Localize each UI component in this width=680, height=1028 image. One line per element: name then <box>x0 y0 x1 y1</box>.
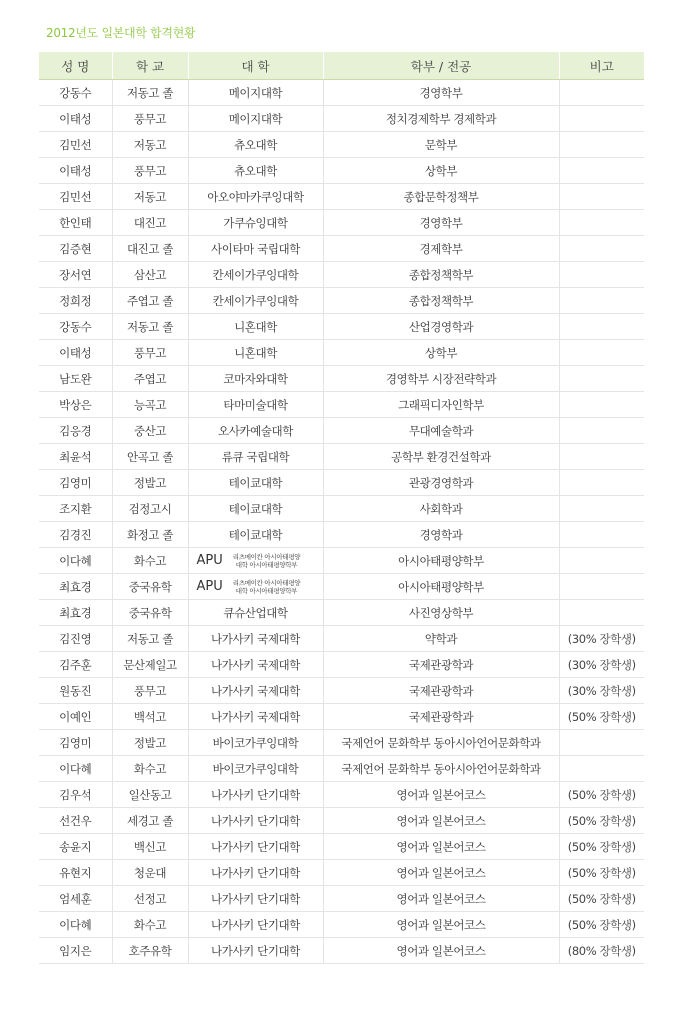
department-cell: 아시아태평양학부 <box>323 548 559 574</box>
note-cell <box>559 236 644 262</box>
table-row <box>39 548 644 574</box>
table-row <box>39 938 644 964</box>
table-row <box>39 158 644 184</box>
table-row <box>39 912 644 938</box>
school-cell: 백신고 <box>112 834 188 860</box>
note-cell <box>559 158 644 184</box>
student-name-cell: 김경진 <box>39 522 112 548</box>
university-cell: 나가사키 단기대학 <box>188 782 323 808</box>
university-cell <box>188 548 323 574</box>
student-name-cell: 강동수 <box>39 80 112 106</box>
student-name-cell: 조지환 <box>39 496 112 522</box>
department-cell: 국제언어 문화학부 동아시아언어문화학과 <box>323 756 559 782</box>
department-cell: 종합문학정책부 <box>323 184 559 210</box>
note-cell <box>559 366 644 392</box>
university-cell: 니혼대학 <box>188 340 323 366</box>
table-header-row <box>39 52 644 80</box>
university-cell: 테이쿄대학 <box>188 496 323 522</box>
university-cell: 츄오대학 <box>188 158 323 184</box>
school-cell: 주엽고 <box>112 366 188 392</box>
student-name-cell: 이태성 <box>39 106 112 132</box>
table-row <box>39 496 644 522</box>
university-cell: 오사카예술대학 <box>188 418 323 444</box>
note-cell <box>559 184 644 210</box>
department-cell: 경영학과 <box>323 522 559 548</box>
note-cell: (50% 장학생) <box>559 782 644 808</box>
school-cell: 백석고 <box>112 704 188 730</box>
school-cell: 풍무고 <box>112 106 188 132</box>
university-cell: 코마자와대학 <box>188 366 323 392</box>
school-cell: 화정고 졸 <box>112 522 188 548</box>
note-cell <box>559 470 644 496</box>
department-cell: 사회학과 <box>323 496 559 522</box>
university-cell: 나가사키 단기대학 <box>188 938 323 964</box>
table-row <box>39 652 644 678</box>
school-cell: 호주유학 <box>112 938 188 964</box>
university-cell: 나가사키 국제대학 <box>188 652 323 678</box>
table-body <box>39 80 644 964</box>
university-cell: 아오야마카쿠잉대학 <box>188 184 323 210</box>
student-name-cell: 김우석 <box>39 782 112 808</box>
note-cell <box>559 522 644 548</box>
note-cell <box>559 262 644 288</box>
student-name-cell: 원동진 <box>39 678 112 704</box>
table-row <box>39 184 644 210</box>
university-cell: 츄오대학 <box>188 132 323 158</box>
school-cell: 저동고 졸 <box>112 626 188 652</box>
school-cell: 정발고 <box>112 470 188 496</box>
table-row <box>39 236 644 262</box>
department-cell: 영어과 일본어코스 <box>323 782 559 808</box>
university-fullname-line: 리츠메이칸 아시아태평양 <box>232 578 301 587</box>
table-row <box>39 678 644 704</box>
school-cell: 풍무고 <box>112 678 188 704</box>
note-cell <box>559 756 644 782</box>
school-cell: 청운대 <box>112 860 188 886</box>
school-cell: 화수고 <box>112 756 188 782</box>
department-cell: 국제관광학과 <box>323 678 559 704</box>
school-cell: 저동고 <box>112 184 188 210</box>
department-cell: 영어과 일본어코스 <box>323 886 559 912</box>
student-name-cell: 김증현 <box>39 236 112 262</box>
note-cell <box>559 730 644 756</box>
student-name-cell: 김영미 <box>39 470 112 496</box>
student-name-cell: 김응경 <box>39 418 112 444</box>
student-name-cell: 유현지 <box>39 860 112 886</box>
note-cell: (80% 장학생) <box>559 938 644 964</box>
results-table <box>39 52 644 964</box>
department-cell: 그래픽디자인학부 <box>323 392 559 418</box>
department-cell: 종합정책학부 <box>323 288 559 314</box>
department-cell: 상학부 <box>323 340 559 366</box>
school-cell: 안곡고 졸 <box>112 444 188 470</box>
school-cell: 저동고 졸 <box>112 314 188 340</box>
student-name-cell: 이예인 <box>39 704 112 730</box>
school-cell: 일산동고 <box>112 782 188 808</box>
student-name-cell: 최윤석 <box>39 444 112 470</box>
university-cell: 타마미술대학 <box>188 392 323 418</box>
note-cell: (30% 장학생) <box>559 652 644 678</box>
note-cell <box>559 288 644 314</box>
university-fullname-line: 리츠메이칸 아시아태평양 <box>232 552 301 561</box>
table-row <box>39 886 644 912</box>
note-cell: (50% 장학생) <box>559 834 644 860</box>
university-cell: 칸세이가쿠잉대학 <box>188 288 323 314</box>
university-cell: 나가사키 국제대학 <box>188 678 323 704</box>
university-fullname <box>233 553 301 569</box>
university-abbrev: APU <box>196 579 223 594</box>
table-row <box>39 782 644 808</box>
university-cell: 나가사키 단기대학 <box>188 912 323 938</box>
school-cell: 대진고 <box>112 210 188 236</box>
school-cell: 대진고 졸 <box>112 236 188 262</box>
note-cell <box>559 210 644 236</box>
note-cell <box>559 132 644 158</box>
table-row <box>39 860 644 886</box>
school-cell: 화수고 <box>112 912 188 938</box>
table-row <box>39 600 644 626</box>
university-cell: 큐슈산업대학 <box>188 600 323 626</box>
university-cell: 테이쿄대학 <box>188 522 323 548</box>
university-cell: 나가사키 단기대학 <box>188 834 323 860</box>
note-cell <box>559 106 644 132</box>
school-cell: 중산고 <box>112 418 188 444</box>
department-cell: 관광경영학과 <box>323 470 559 496</box>
note-cell: (30% 장학생) <box>559 678 644 704</box>
student-name-cell: 이태성 <box>39 340 112 366</box>
department-cell: 영어과 일본어코스 <box>323 834 559 860</box>
student-name-cell: 김영미 <box>39 730 112 756</box>
university-abbrev: APU <box>196 553 223 568</box>
note-cell <box>559 80 644 106</box>
note-cell <box>559 496 644 522</box>
student-name-cell: 김민선 <box>39 184 112 210</box>
table-row <box>39 262 644 288</box>
table-row <box>39 704 644 730</box>
table-row <box>39 756 644 782</box>
department-cell: 상학부 <box>323 158 559 184</box>
table-row <box>39 626 644 652</box>
department-cell: 국제관광학과 <box>323 652 559 678</box>
school-cell: 삼산고 <box>112 262 188 288</box>
table-row <box>39 418 644 444</box>
note-cell <box>559 548 644 574</box>
student-name-cell: 한인태 <box>39 210 112 236</box>
department-cell: 사진영상학부 <box>323 600 559 626</box>
page-title: 2012년도 일본대학 합격현황 <box>46 26 196 40</box>
university-cell: 바이코가쿠잉대학 <box>188 730 323 756</box>
student-name-cell: 박상은 <box>39 392 112 418</box>
university-cell: 테이쿄대학 <box>188 470 323 496</box>
table-row <box>39 808 644 834</box>
department-cell: 경영학부 <box>323 210 559 236</box>
school-cell: 저동고 졸 <box>112 80 188 106</box>
note-cell: (50% 장학생) <box>559 860 644 886</box>
university-cell: 메이지대학 <box>188 106 323 132</box>
department-cell: 문학부 <box>323 132 559 158</box>
university-cell: 나가사키 국제대학 <box>188 704 323 730</box>
student-name-cell: 임지은 <box>39 938 112 964</box>
department-cell: 공학부 환경건설학과 <box>323 444 559 470</box>
header-university: 대 학 <box>188 52 323 80</box>
header-note: 비고 <box>559 52 644 80</box>
student-name-cell: 김진영 <box>39 626 112 652</box>
school-cell: 문산제일고 <box>112 652 188 678</box>
note-cell: (50% 장학생) <box>559 912 644 938</box>
department-cell: 경영학부 시장전략학과 <box>323 366 559 392</box>
school-cell: 검정고시 <box>112 496 188 522</box>
student-name-cell: 이태성 <box>39 158 112 184</box>
department-cell: 영어과 일본어코스 <box>323 912 559 938</box>
department-cell: 무대예술학과 <box>323 418 559 444</box>
student-name-cell: 김민선 <box>39 132 112 158</box>
school-cell: 능곡고 <box>112 392 188 418</box>
table-row <box>39 106 644 132</box>
student-name-cell: 남도완 <box>39 366 112 392</box>
department-cell: 국제언어 문화학부 동아시아언어문화학과 <box>323 730 559 756</box>
school-cell: 선정고 <box>112 886 188 912</box>
student-name-cell: 최효경 <box>39 600 112 626</box>
student-name-cell: 선건우 <box>39 808 112 834</box>
university-cell: 나가사키 단기대학 <box>188 808 323 834</box>
note-cell <box>559 600 644 626</box>
department-cell: 영어과 일본어코스 <box>323 860 559 886</box>
university-cell: 사이타마 국립대학 <box>188 236 323 262</box>
department-cell: 영어과 일본어코스 <box>323 938 559 964</box>
school-cell: 중국유학 <box>112 600 188 626</box>
table-row <box>39 392 644 418</box>
student-name-cell: 이다혜 <box>39 912 112 938</box>
university-fullname-line: 대학 아시아태평양학부 <box>235 560 298 569</box>
department-cell: 산업경영학과 <box>323 314 559 340</box>
table-row <box>39 834 644 860</box>
header-department: 학부 / 전공 <box>323 52 559 80</box>
table-row <box>39 730 644 756</box>
note-cell <box>559 392 644 418</box>
student-name-cell: 최효경 <box>39 574 112 600</box>
school-cell: 세경고 졸 <box>112 808 188 834</box>
school-cell: 풍무고 <box>112 158 188 184</box>
university-cell: 나가사키 단기대학 <box>188 886 323 912</box>
student-name-cell: 이다혜 <box>39 548 112 574</box>
student-name-cell: 장서연 <box>39 262 112 288</box>
table-row <box>39 80 644 106</box>
note-cell <box>559 574 644 600</box>
department-cell: 아시아태평양학부 <box>323 574 559 600</box>
note-cell <box>559 340 644 366</box>
university-fullname <box>233 579 301 595</box>
university-cell: 가쿠슈잉대학 <box>188 210 323 236</box>
table-row <box>39 522 644 548</box>
table-row <box>39 210 644 236</box>
student-name-cell: 강동수 <box>39 314 112 340</box>
department-cell: 종합정책학부 <box>323 262 559 288</box>
note-cell: (50% 장학생) <box>559 886 644 912</box>
department-cell: 약학과 <box>323 626 559 652</box>
university-cell: 류큐 국립대학 <box>188 444 323 470</box>
university-cell: 바이코가쿠잉대학 <box>188 756 323 782</box>
university-cell: 니혼대학 <box>188 314 323 340</box>
note-cell: (50% 장학생) <box>559 808 644 834</box>
table-row <box>39 470 644 496</box>
table-row <box>39 574 644 600</box>
note-cell: (50% 장학생) <box>559 704 644 730</box>
table-row <box>39 340 644 366</box>
student-name-cell: 송윤지 <box>39 834 112 860</box>
table-row <box>39 288 644 314</box>
school-cell: 정발고 <box>112 730 188 756</box>
school-cell: 주엽고 졸 <box>112 288 188 314</box>
school-cell: 중국유학 <box>112 574 188 600</box>
student-name-cell: 김주훈 <box>39 652 112 678</box>
table-row <box>39 444 644 470</box>
student-name-cell: 정희정 <box>39 288 112 314</box>
department-cell: 영어과 일본어코스 <box>323 808 559 834</box>
note-cell <box>559 418 644 444</box>
department-cell: 경영학부 <box>323 80 559 106</box>
school-cell: 풍무고 <box>112 340 188 366</box>
university-cell: 나가사키 단기대학 <box>188 860 323 886</box>
department-cell: 경제학부 <box>323 236 559 262</box>
header-name: 성 명 <box>39 52 112 80</box>
table-row <box>39 366 644 392</box>
university-cell: 메이지대학 <box>188 80 323 106</box>
school-cell: 저동고 <box>112 132 188 158</box>
table-row <box>39 314 644 340</box>
note-cell <box>559 444 644 470</box>
school-cell: 화수고 <box>112 548 188 574</box>
student-name-cell: 이다혜 <box>39 756 112 782</box>
department-cell: 국제관광학과 <box>323 704 559 730</box>
header-school: 학 교 <box>112 52 188 80</box>
university-cell: 나가사키 국제대학 <box>188 626 323 652</box>
student-name-cell: 엄세훈 <box>39 886 112 912</box>
note-cell: (30% 장학생) <box>559 626 644 652</box>
university-cell <box>188 574 323 600</box>
university-fullname-line: 대학 아시아태평양학부 <box>235 586 298 595</box>
table-row <box>39 132 644 158</box>
note-cell <box>559 314 644 340</box>
university-cell: 칸세이가쿠잉대학 <box>188 262 323 288</box>
department-cell: 정치경제학부 경제학과 <box>323 106 559 132</box>
